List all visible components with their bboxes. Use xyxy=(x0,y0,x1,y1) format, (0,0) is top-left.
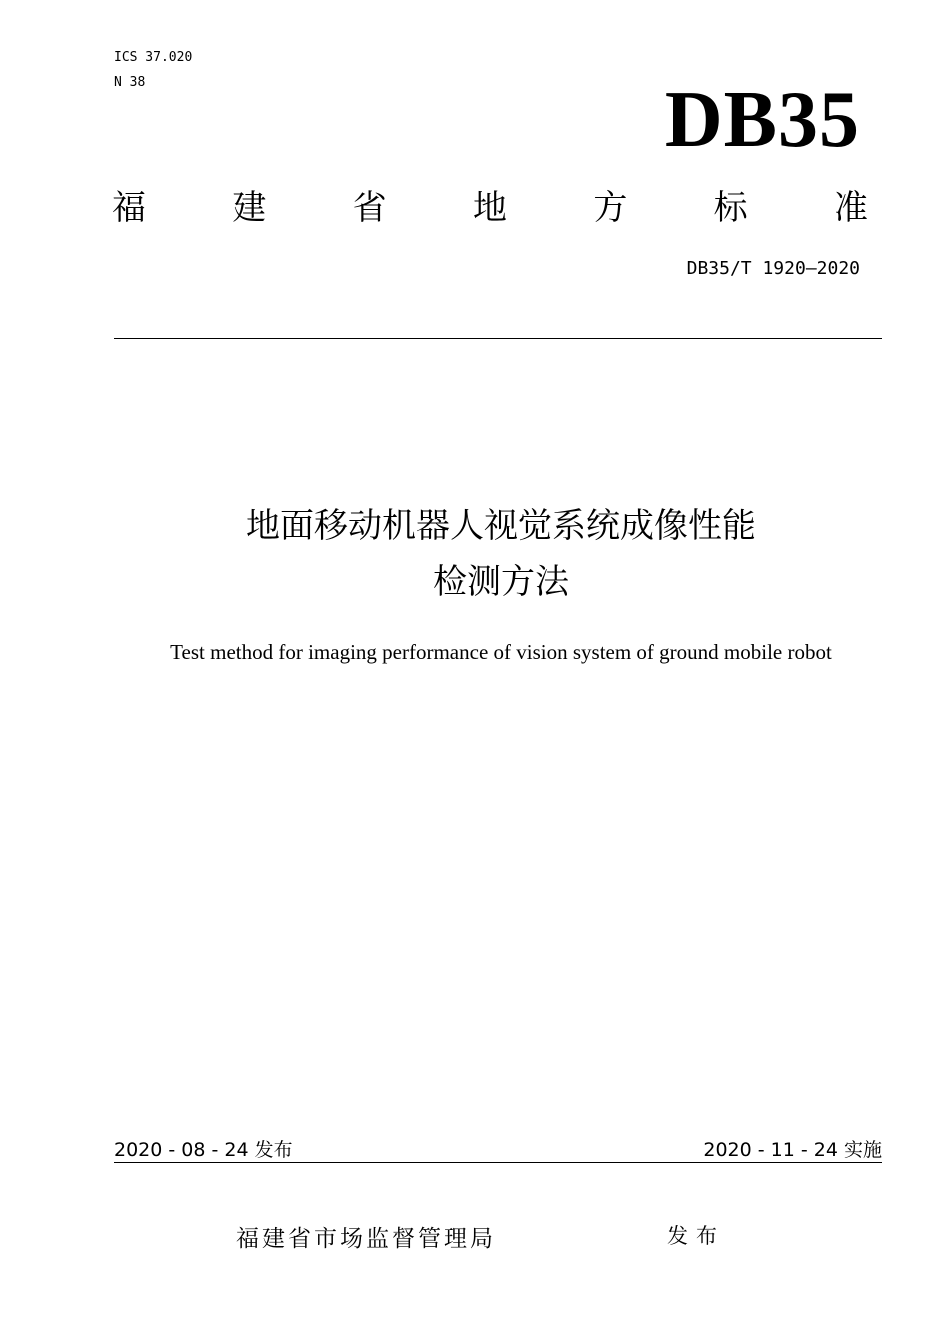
standard-type-char: 省 xyxy=(352,188,387,228)
standard-type-char: 标 xyxy=(713,188,748,228)
implementation-date: 2020 - 11 - 24 实施 xyxy=(703,1139,882,1161)
date-divider xyxy=(114,1162,882,1163)
issue-label: 发布 xyxy=(667,1224,725,1248)
chinese-title-line-2: 检测方法 xyxy=(433,562,569,602)
header-divider xyxy=(114,338,882,339)
standard-type-char: 准 xyxy=(833,188,868,228)
ics-code: ICS 37.020 xyxy=(114,50,193,65)
standard-number: DB35/T 1920—2020 xyxy=(686,258,860,279)
ccs-code: N 38 xyxy=(114,75,146,90)
standard-type-heading xyxy=(112,186,868,230)
english-title: Test method for imaging performance of vision system of ground mobile robot xyxy=(170,640,832,664)
issuing-authority: 福建省市场监督管理局 xyxy=(236,1226,496,1252)
standard-type-char: 福 xyxy=(112,188,146,228)
standard-type-char: 方 xyxy=(593,188,628,228)
issue-date: 2020 - 08 - 24 发布 xyxy=(114,1139,293,1161)
standard-type-char: 建 xyxy=(232,188,267,228)
standard-logo: DB35 xyxy=(664,76,860,164)
standard-type-char: 地 xyxy=(472,188,507,228)
chinese-title-line-1: 地面移动机器人视觉系统成像性能 xyxy=(246,506,756,546)
